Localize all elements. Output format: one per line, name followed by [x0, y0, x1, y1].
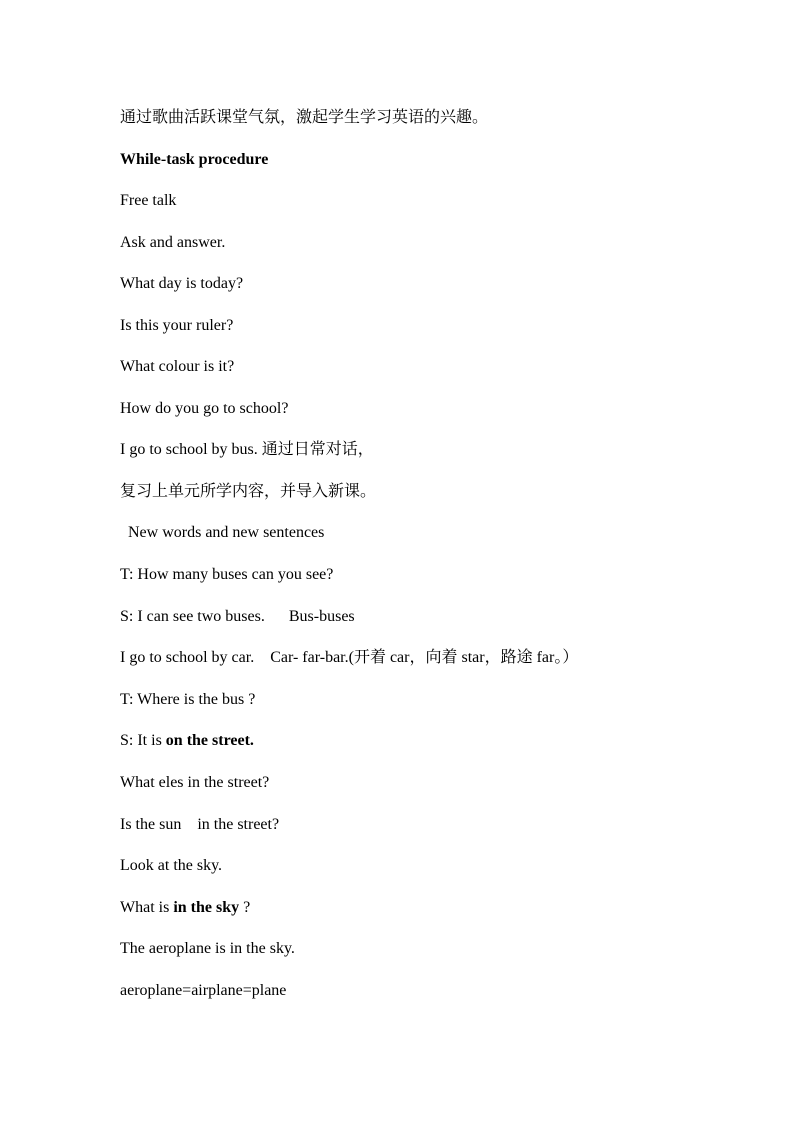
- bold-phrase: on the street.: [165, 732, 254, 749]
- text-line: What colour is it?: [120, 358, 235, 375]
- text-line: Look at the sky.: [120, 857, 223, 874]
- text-line: [120, 731, 254, 751]
- text-line: 复习上单元所学内容，并导入新课。: [120, 483, 377, 500]
- text-segment: ?: [239, 899, 251, 916]
- text-line: I go to school by car. Car- far-bar.(开着 car，向着 star，路途 far。）: [120, 649, 579, 666]
- text-line: [120, 898, 250, 918]
- text-segment: What is: [120, 899, 174, 916]
- text-line: aeroplane=airplane=plane: [120, 982, 287, 999]
- text-line: Ask and answer.: [120, 234, 226, 251]
- text-line: What eles in the street?: [120, 774, 270, 791]
- intro-note: 通过歌曲活跃课堂气氛，激起学生学习英语的兴趣。: [120, 109, 489, 126]
- subheading-free-talk: Free talk: [120, 192, 177, 209]
- subheading-new-words: New words and new sentences: [120, 524, 325, 541]
- text-line: T: Where is the bus ?: [120, 691, 256, 708]
- text-line: How do you go to school?: [120, 400, 289, 417]
- text-line: What day is today?: [120, 275, 244, 292]
- text-line: The aeroplane is in the sky.: [120, 940, 295, 957]
- bold-phrase: in the sky: [173, 899, 240, 916]
- text-line: S: I can see two buses. Bus-buses: [120, 608, 355, 625]
- text-line: Is the sun in the street?: [120, 816, 280, 833]
- text-segment: S: It is: [120, 732, 166, 749]
- text-line: I go to school by bus. 通过日常对话，: [120, 441, 374, 458]
- text-line: T: How many buses can you see?: [120, 566, 334, 583]
- text-line: Is this your ruler?: [120, 317, 234, 334]
- section-heading: While-task procedure: [120, 151, 269, 168]
